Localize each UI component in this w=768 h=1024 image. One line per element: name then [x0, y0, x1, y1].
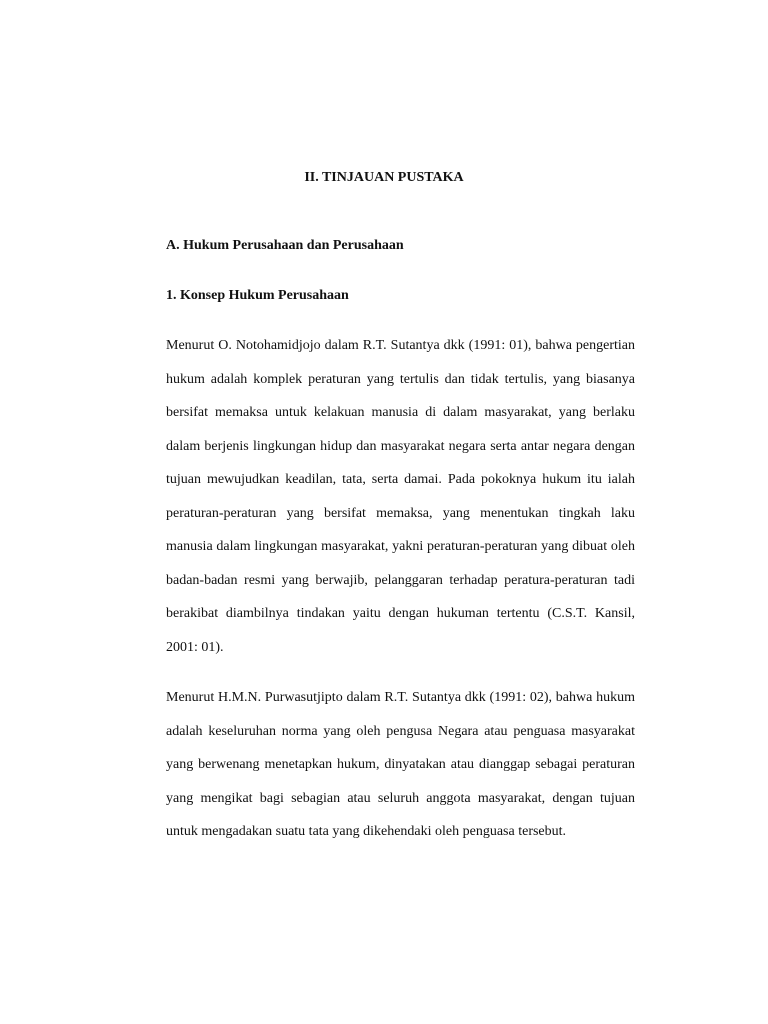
- subsection-heading: 1. Konsep Hukum Perusahaan: [166, 288, 349, 303]
- paragraph-2: Menurut H.M.N. Purwasutjipto dalam R.T. Sutantya dkk (1991: 02), bahwa hukum adalah keseluruhan norma yang oleh pengusa Negara atau penguasa masyarakat yang berwenang menetapkan hukum, dinyatakan atau dianggap sebagai peraturan yang mengikat bagi sebagian atau seluruh anggota masyarakat, dengan tujuan untuk mengadakan suatu tata yang dikehendaki oleh penguasa tersebut.: [166, 690, 635, 839]
- chapter-title: II. TINJAUAN PUSTAKA: [304, 170, 464, 185]
- paragraph-1: Menurut O. Notohamidjojo dalam R.T. Sutantya dkk (1991: 01), bahwa pengertian hukum adalah komplek peraturan yang tertulis dan tidak tertulis, yang biasanya bersifat memaksa untuk kelakuan manusia di dalam masyarakat, yang berlaku dalam berjenis lingkungan hidup dan masyarakat negara serta antar negara dengan tujuan mewujudkan keadilan, tata, serta damai. Pada pokoknya hukum itu ialah peraturan-peraturan yang bersifat memaksa, yang menentukan tingkah laku manusia dalam lingkungan masyarakat, yakni peraturan-peraturan yang dibuat oleh badan-badan resmi yang berwajib, pelanggaran terhadap peratura-peraturan tadi berakibat diambilnya tindakan yaitu dengan hukuman tertentu (C.S.T. Kansil, 2001: 01).: [166, 338, 635, 655]
- section-heading: A. Hukum Perusahaan dan Perusahaan: [166, 238, 404, 253]
